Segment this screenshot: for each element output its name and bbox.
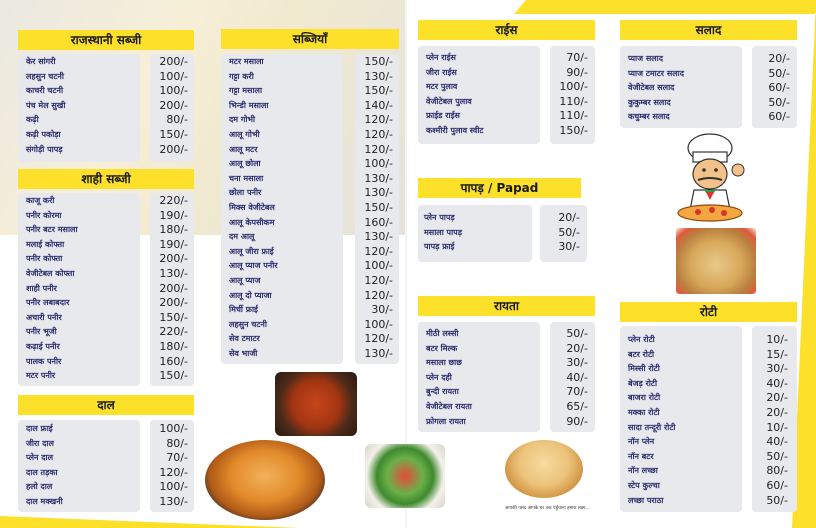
menu-item: काजू करी [26,196,55,205]
menu-item: सेव भाजी [229,348,258,358]
curry-bowl-icon [275,372,357,436]
price: 190/- [159,237,188,251]
price: 120/- [364,332,393,346]
salad-price-list [752,52,790,125]
raita-header: रायता [418,296,595,316]
rice-item-list [426,51,538,139]
price: 20/- [558,211,580,224]
menu-item: वेजीटेबल सलाद [628,83,675,93]
price: 100/- [159,84,188,98]
price: 140/- [364,98,393,112]
menu-item: कुकुम्बर सलाद [628,97,671,107]
rajasthani-price-list [150,55,188,157]
price: 50/- [768,95,790,109]
menu-item: आलू छोला [229,159,261,169]
menu-item: वेजीटेबल कोफ्ता [26,268,75,278]
price: 120/- [364,288,393,302]
price: 40/- [766,376,788,390]
menu-item: दम आलू [229,232,255,242]
price: 120/- [364,127,393,141]
menu-item: मलाई कोफ्ता [26,239,65,249]
salad-plate-icon [365,444,445,508]
price: 120/- [364,142,393,156]
menu-item: प्लेन रोटी [628,335,655,344]
menu-item: प्याज सलाद [628,54,663,63]
menu-item: आलू गोभी [229,129,260,139]
price: 60/- [768,81,790,95]
price: 40/- [566,370,588,384]
price: 30/- [558,240,580,254]
sabjiyan-item-list [229,55,341,361]
menu-item: भिन्डी मसाला [229,100,269,110]
papad-item-list [424,211,530,255]
menu-item: दाल मक्खनी [26,496,63,506]
price: 80/- [166,113,188,127]
shahi-price-list [150,194,188,384]
raita-price-list [550,327,588,429]
price: 100/- [159,69,188,83]
price: 50/- [768,66,790,80]
price: 100/- [364,259,393,273]
menu-item: पनीर कोरमा [26,210,62,220]
menu-item: पनीर बटर मसाला [26,225,78,235]
menu-item: कढ़ी पकोड़ा [26,129,61,139]
menu-item: जीरा राईस [426,67,457,77]
price: 100/- [159,422,188,435]
price: 200/- [159,252,188,266]
price: 190/- [159,208,188,222]
menu-item: बटर रोटी [628,349,655,359]
menu-item: बाजरा रोटी [628,393,661,403]
menu-item: आलू केपसीकम [229,217,275,227]
menu-item: प्लेन पापड़ [424,213,455,222]
price: 200/- [159,296,188,310]
menu-item: मिक्स वेजीटेबल [229,202,275,212]
price: 15/- [766,347,788,361]
menu-item: सेव टमाटर [229,334,260,344]
price: 70/- [566,51,588,64]
menu-item: आलू जीरा फ्राई [229,246,274,256]
roti-price-list [752,333,788,508]
chef-icon [660,130,760,225]
price: 200/- [159,98,188,112]
menu-item: मसाला पापड़ [424,227,462,237]
menu-item: आलू प्याज पनीर [229,261,278,271]
footer-note: आपकी पसंद आपके घर तक पहुँचाना हमारा लक्ष्य... [505,506,590,511]
price: 200/- [159,142,188,156]
menu-item: आलू दो प्याजा [229,290,272,300]
price: 20/- [766,391,788,405]
menu-item: फ्राईड राईस [426,111,460,121]
shahi-item-list [26,194,138,384]
menu-item: नॉन बटर [628,451,654,461]
salad-header: सलाद [620,20,797,40]
menu-item: मिर्ची फ्राई [229,305,258,315]
menu-item: मटर पुलाव [426,82,458,92]
price: 110/- [559,109,588,123]
price: 50/- [558,225,580,239]
price: 130/- [159,494,188,508]
price: 70/- [166,451,188,465]
menu-item: कढ़ी [26,115,39,125]
price: 180/- [159,339,188,353]
price: 220/- [159,325,188,339]
price: 120/- [364,273,393,287]
menu-item: लच्छा पराठा [628,495,664,505]
menu-item: पंच मेल सुखी [26,100,66,110]
rajasthani-header: राजस्थानी सब्जी [18,30,194,50]
price: 150/- [159,310,188,324]
price: 100/- [159,480,188,494]
dal-price-list [150,422,188,510]
roti-item-list [628,333,740,508]
price: 10/- [766,333,788,346]
menu-item: गट्टा करी [229,71,254,81]
price: 180/- [159,223,188,237]
price: 150/- [364,200,393,214]
roti-header: रोटी [620,302,797,322]
menu-item: प्याज टमाटर सलाद [628,68,684,78]
menu-item: प्लेन दाल [26,453,54,463]
price: 20/- [766,405,788,419]
menu-item: मक्का रोटी [628,407,660,417]
menu-item: वेजीटेबल पुलाव [426,96,472,106]
price: 90/- [566,414,588,428]
menu-item: मटर मसाला [229,57,264,66]
menu-item: कश्मीरी पुलाव स्वीट [426,125,484,135]
price: 10/- [766,420,788,434]
menu-item: बटर मिल्क [426,343,458,353]
price: 100/- [364,157,393,171]
menu-item: वेजीटेबल रायता [426,401,472,411]
price: 90/- [566,65,588,79]
price: 110/- [559,94,588,108]
papad-price-list [540,211,580,255]
price: 150/- [364,55,393,68]
price: 30/- [371,303,393,317]
price: 30/- [766,362,788,376]
menu-item: पनीर लबाबदार [26,298,70,308]
price: 50/- [766,493,788,507]
dal-item-list [26,422,138,510]
price: 40/- [766,435,788,449]
price: 150/- [159,369,188,383]
menu-item: प्लेन दही [426,372,452,382]
price: 20/- [566,341,588,355]
price: 120/- [364,244,393,258]
price: 130/- [364,346,393,360]
price: 65/- [566,399,588,413]
menu-item: गट्टा मसाला [229,86,263,96]
menu-item: नॉन लच्छा [628,466,658,476]
menu-item: जीरा दाल [26,438,54,448]
price: 130/- [364,171,393,185]
rajasthani-item-list [26,55,138,157]
price: 60/- [768,110,790,124]
menu-item: पनीर कोफ्ता [26,254,63,264]
menu-item: दाल तड़का [26,467,58,477]
menu-item: शाही पनीर [26,283,57,293]
price: 220/- [159,194,188,207]
rice-header: राईस [418,20,595,40]
price: 120/- [364,113,393,127]
menu-item: मसाला छाछ [426,358,462,368]
price: 60/- [766,478,788,492]
price: 150/- [559,123,588,137]
sabjiyan-header: सब्जियाँ [221,29,399,49]
menu-item: आलू प्याज [229,275,261,285]
papad-header: पापड़ / Papad [418,178,581,198]
menu-item: स्टेप कुल्चा [628,480,660,490]
menu-item: पापड़ फ्राई [424,242,455,252]
price: 160/- [159,354,188,368]
menu-item: सादा तन्दूरी रोटी [628,422,676,432]
price: 50/- [566,327,588,340]
price: 70/- [566,385,588,399]
menu-item: कढ़ाई पनीर [26,341,60,351]
menu-item: दम गोभी [229,115,256,125]
menu-item: फ्रोगला रायता [426,416,466,426]
kadai-dish-icon [205,440,325,520]
menu-item: अचारी पनीर [26,312,62,322]
shahi-header: शाही सब्जी [18,169,194,189]
menu-item: पनीर भूजी [26,327,57,337]
price: 30/- [566,356,588,370]
raita-item-list [426,327,538,429]
menu-item: नॉन प्लेन [628,437,655,447]
price: 150/- [159,127,188,141]
price: 130/- [364,69,393,83]
menu-item: लहसुन चटनी [229,319,267,329]
price: 200/- [159,281,188,295]
paratha-plate-icon [676,228,756,294]
top-yellow-stripe [514,0,816,14]
price: 130/- [159,266,188,280]
price: 80/- [166,436,188,450]
menu-item: संगोड़ी पापड़ [26,144,63,154]
menu-item: केर सांगरी [26,57,56,66]
price: 100/- [559,80,588,94]
menu-item: छोला पनीर [229,188,262,198]
menu-item: चना मसाला [229,173,264,183]
price: 200/- [159,55,188,68]
sabjiyan-price-list [355,55,393,361]
price: 20/- [768,52,790,65]
menu-item: आलू मटर [229,144,258,154]
menu-item: बेजड़ रोटी [628,378,658,388]
menu-item: पालक पनीर [26,356,62,366]
menu-item: हलो दाल [26,482,53,492]
price: 160/- [364,215,393,229]
price: 80/- [766,464,788,478]
price: 130/- [364,230,393,244]
dal-header: दाल [18,395,194,415]
price: 130/- [364,186,393,200]
menu-item: दाल फ्राई [26,424,53,433]
price: 120/- [159,465,188,479]
menu-item: लहसुन चटनी [26,71,64,81]
menu-item: मटर पनीर [26,371,56,381]
rice-price-list [550,51,588,139]
menu-item: बुन्दी रायता [426,387,459,397]
roti-stack-icon [505,440,583,498]
menu-item: प्लेन राईस [426,53,456,62]
menu-item: कचुम्बर सलाद [628,112,670,122]
menu-item: काचरी चटनी [26,86,64,96]
price: 150/- [364,84,393,98]
price: 50/- [766,449,788,463]
price: 100/- [364,317,393,331]
menu-item: मीठी लस्सी [426,329,459,338]
menu-item: मिस्सी रोटी [628,364,660,374]
salad-item-list [628,52,740,125]
